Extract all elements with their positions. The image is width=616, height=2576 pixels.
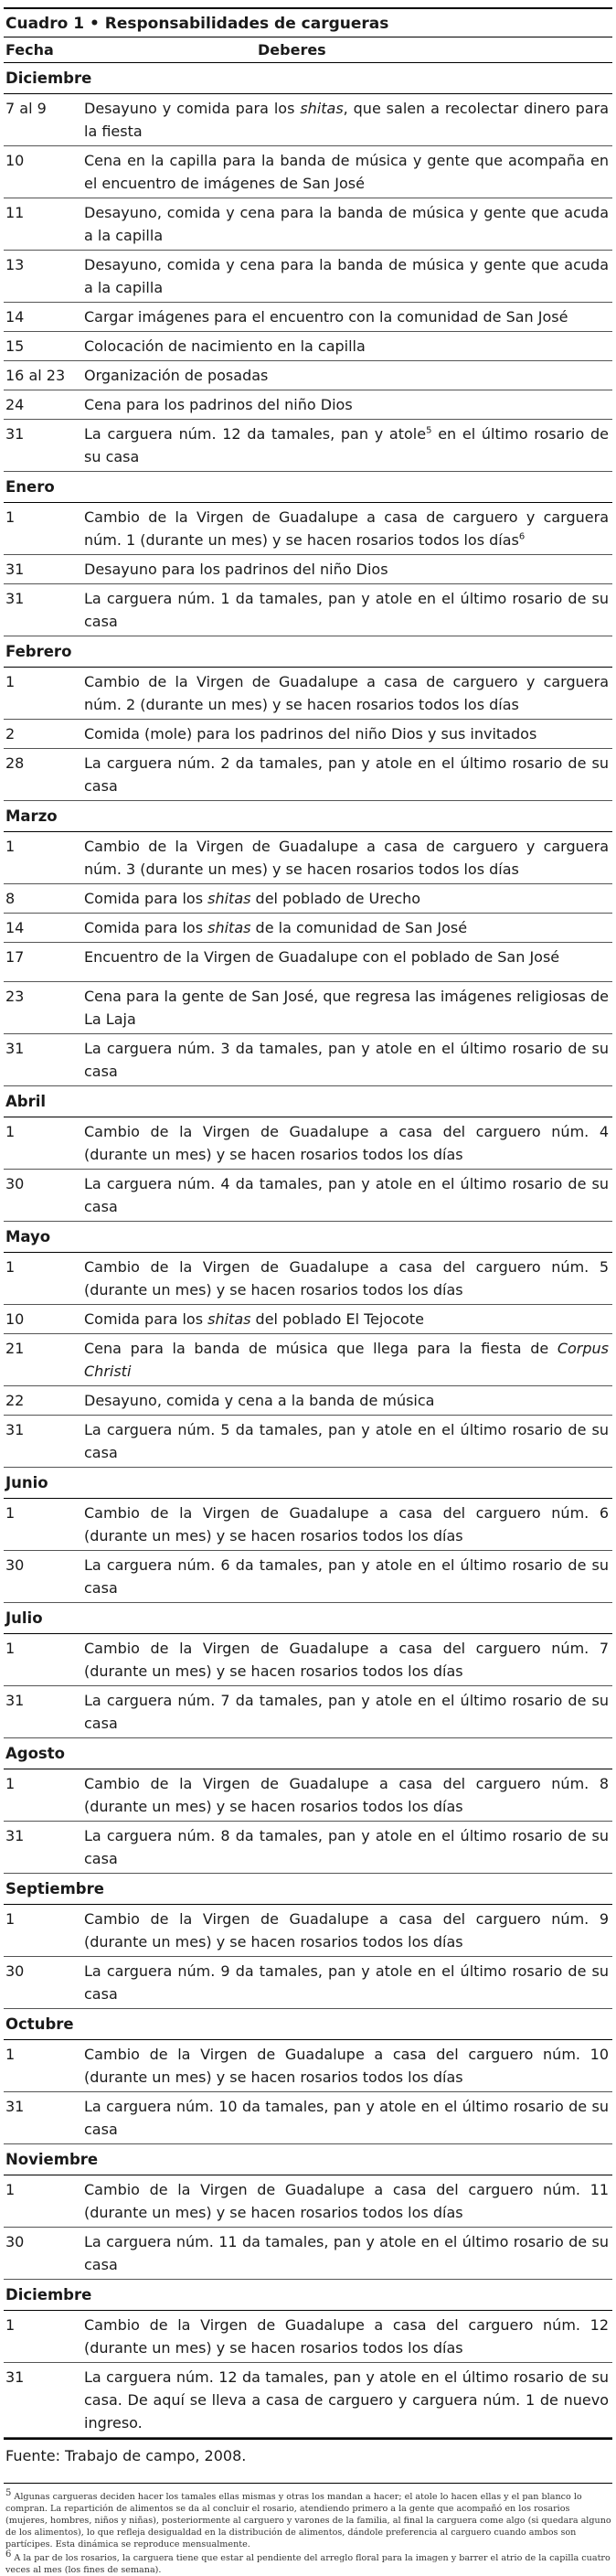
table-row <box>4 420 612 472</box>
row-duty: Cena para la gente de San José, que regresa las imágenes religiosas de La Laja <box>84 988 609 1028</box>
row-duty: Cambio de la Virgen de Guadalupe a casa del carguero núm. 8 (durante un mes) y se hacen rosarios todos los días <box>84 1775 609 1815</box>
row-date: 1 <box>5 2181 16 2198</box>
row-date: 21 <box>5 1340 25 1357</box>
table-row <box>4 1551 612 1603</box>
row-duty: Cambio de la Virgen de Guadalupe a casa de carguero y carguera núm. 2 (durante un mes) y se hacen rosarios todos los días <box>84 673 609 713</box>
row-duty: Cena en la capilla para la banda de música y gente que acompaña en el encuentro de imágenes de San José <box>84 152 609 192</box>
table-row <box>4 2311 612 2363</box>
table-row <box>4 982 612 1034</box>
row-duty: La carguera núm. 10 da tamales, pan y atole en el último rosario de su casa <box>84 2098 609 2138</box>
table-row <box>4 390 612 420</box>
table-row <box>4 2175 612 2228</box>
month-heading: Agosto <box>4 1738 612 1769</box>
footnotes <box>4 2483 612 2576</box>
footnote: $^5$ Algunas cargueras deciden hacer los tamales ellas mismas y otras los mandan a hacer; el atole lo hacen ellas y el pan blanco lo compran. La repartición de alimentos se da al concluir el rosario, atendiendo primero a la gente que acompañó en los rosarios (mujeres, hombres, niños y niñas), posteriormente al carguero y varones de la familia, al final la carguera come algo (si quedara alguno de los alimentos), lo que refleja desigualdad en la distribución de alimentos, dándole preferencia al carguero cuando ambos son partícipes. Esta dinámica se reproduce mensualmente. <box>5 2487 611 2549</box>
table-row <box>4 2040 612 2092</box>
table-row <box>4 1905 612 1957</box>
table-row <box>4 251 612 303</box>
row-duty: La carguera núm. 12 da tamales, pan y atole$^5$ en el último rosario de su casa <box>84 425 609 465</box>
row-date: 31 <box>5 2098 25 2115</box>
table-row <box>4 668 612 720</box>
month-heading: Marzo <box>4 801 612 832</box>
row-duty: Comida para los shitas del poblado El Tejocote <box>84 1310 424 1328</box>
table-row <box>4 503 612 555</box>
row-date: 1 <box>5 1504 16 1522</box>
row-date: 14 <box>5 919 25 936</box>
row-date: 1 <box>5 1910 16 1928</box>
row-date: 17 <box>5 948 25 966</box>
row-date: 2 <box>5 725 16 743</box>
month-heading: Octubre <box>4 2009 612 2040</box>
row-duty: Cambio de la Virgen de Guadalupe a casa del carguero núm. 10 (durante un mes) y se hacen rosarios todos los días <box>84 2046 609 2086</box>
row-date: 30 <box>5 1556 25 1574</box>
row-date: 30 <box>5 1175 25 1192</box>
row-date: 13 <box>5 256 25 273</box>
row-date: 10 <box>5 1310 25 1328</box>
row-date: 28 <box>5 754 25 772</box>
row-date: 1 <box>5 1123 16 1140</box>
month-heading: Enero <box>4 472 612 503</box>
table-header <box>4 37 612 63</box>
row-duty: Cambio de la Virgen de Guadalupe a casa del carguero núm. 7 (durante un mes) y se hacen rosarios todos los días <box>84 1640 609 1680</box>
month-heading: Junio <box>4 1468 612 1499</box>
table-row <box>4 1769 612 1822</box>
table-row <box>4 332 612 361</box>
row-duty: La carguera núm. 1 da tamales, pan y atole en el último rosario de su casa <box>84 590 609 630</box>
row-duty: Organización de posadas <box>84 367 269 384</box>
row-date: 8 <box>5 890 16 907</box>
month-heading: Septiembre <box>4 1874 612 1905</box>
row-date: 1 <box>5 2316 16 2334</box>
row-date: 24 <box>5 396 25 413</box>
table-row <box>4 94 612 146</box>
table-row <box>4 2228 612 2280</box>
table-row <box>4 146 612 198</box>
table-row <box>4 1386 612 1416</box>
month-heading: Febrero <box>4 636 612 668</box>
row-duty: Comida para los shitas del poblado de Urecho <box>84 890 421 907</box>
table-row <box>4 1416 612 1468</box>
row-date: 22 <box>5 1392 25 1409</box>
table-row <box>4 361 612 390</box>
row-duty: Cargar imágenes para el encuentro con la comunidad de San José <box>84 308 568 326</box>
table-row <box>4 749 612 801</box>
table-row <box>4 1253 612 1305</box>
table-row <box>4 1634 612 1686</box>
row-date: 30 <box>5 1962 25 1980</box>
table-row <box>4 584 612 636</box>
table-row <box>4 1305 612 1334</box>
row-date: 30 <box>5 2233 25 2250</box>
table-row <box>4 832 612 884</box>
row-duty: Desayuno, comida y cena a la banda de música <box>84 1392 435 1409</box>
source-note: Fuente: Trabajo de campo, 2008. <box>5 2447 247 2464</box>
row-date: 1 <box>5 838 16 855</box>
row-date: 1 <box>5 2046 16 2063</box>
row-duty: Cambio de la Virgen de Guadalupe a casa del carguero núm. 4 (durante un mes) y se hacen rosarios todos los días <box>84 1123 609 1163</box>
row-date: 31 <box>5 1421 25 1438</box>
row-duty: Comida para los shitas de la comunidad de San José <box>84 919 468 936</box>
table-row <box>4 884 612 914</box>
row-date: 1 <box>5 1640 16 1657</box>
table-row <box>4 1957 612 2009</box>
row-duty: Desayuno para los padrinos del niño Dios <box>84 561 388 578</box>
row-duty: Cena para la banda de música que llega para la fiesta de Corpus Christi <box>84 1340 609 1380</box>
table-row <box>4 2092 612 2144</box>
table-row <box>4 1334 612 1386</box>
row-duty: La carguera núm. 5 da tamales, pan y atole en el último rosario de su casa <box>84 1421 609 1461</box>
footnote: $^6$ A la par de los rosarios, la carguera tiene que estar al pendiente del arreglo floral para la imagen y barrer el atrio de la capilla cuatro veces al mes (los fines de semana). <box>5 2549 611 2575</box>
row-duty: La carguera núm. 12 da tamales, pan y atole en el último rosario de su casa. De aquí se lleva a casa de carguero y carguera núm. 1 de nuevo ingreso. <box>84 2368 609 2432</box>
table-row <box>4 1117 612 1170</box>
header-fecha: Fecha <box>5 41 54 59</box>
table-row <box>4 555 612 584</box>
table-row <box>4 1686 612 1738</box>
row-date: 31 <box>5 1692 25 1709</box>
row-duty: Cambio de la Virgen de Guadalupe a casa de carguero y carguera núm. 1 (durante un mes) y se hacen rosarios todos los días$^6$ <box>84 508 609 549</box>
row-date: 10 <box>5 152 25 169</box>
row-duty: Desayuno, comida y cena para la banda de música y gente que acuda a la capilla <box>84 204 609 244</box>
row-date: 31 <box>5 1827 25 1844</box>
table-row <box>4 1499 612 1551</box>
row-duty: Cambio de la Virgen de Guadalupe a casa del carguero núm. 11 (durante un mes) y se hacen rosarios todos los días <box>84 2181 609 2221</box>
row-date: 1 <box>5 1258 16 1276</box>
table-row <box>4 1822 612 1874</box>
row-duty: La carguera núm. 7 da tamales, pan y atole en el último rosario de su casa <box>84 1692 609 1732</box>
row-duty: Desayuno y comida para los shitas, que salen a recolectar dinero para la fiesta <box>84 100 610 140</box>
table-row <box>4 2363 612 2438</box>
row-duty: Cambio de la Virgen de Guadalupe a casa del carguero núm. 5 (durante un mes) y se hacen rosarios todos los días <box>84 1258 609 1299</box>
table-row <box>4 1034 612 1086</box>
row-date: 16 al 23 <box>5 367 66 384</box>
row-duty: La carguera núm. 8 da tamales, pan y atole en el último rosario de su casa <box>84 1827 609 1867</box>
row-duty: La carguera núm. 6 da tamales, pan y atole en el último rosario de su casa <box>84 1556 609 1597</box>
table-row <box>4 198 612 251</box>
table-row <box>4 943 612 982</box>
row-duty: Cambio de la Virgen de Guadalupe a casa del carguero núm. 9 (durante un mes) y se hacen rosarios todos los días <box>84 1910 609 1951</box>
month-heading: Abril <box>4 1086 612 1117</box>
row-duty: Cena para los padrinos del niño Dios <box>84 396 353 413</box>
month-heading: Mayo <box>4 1222 612 1253</box>
row-duty: La carguera núm. 3 da tamales, pan y atole en el último rosario de su casa <box>84 1040 609 1080</box>
month-heading: Diciembre <box>4 63 612 94</box>
row-duty: Cambio de la Virgen de Guadalupe a casa del carguero núm. 6 (durante un mes) y se hacen rosarios todos los días <box>84 1504 609 1545</box>
table-body <box>4 63 612 2440</box>
row-date: 31 <box>5 590 25 607</box>
row-date: 31 <box>5 1040 25 1057</box>
row-duty: Encuentro de la Virgen de Guadalupe con el poblado de San José <box>84 948 560 966</box>
row-date: 23 <box>5 988 25 1005</box>
row-date: 1 <box>5 1775 16 1792</box>
row-duty: La carguera núm. 11 da tamales, pan y atole en el último rosario de su casa <box>84 2233 609 2273</box>
month-heading: Julio <box>4 1603 612 1634</box>
table-title: Cuadro 1 • Responsabilidades de cargueras <box>4 7 612 37</box>
table-row <box>4 914 612 943</box>
row-duty: La carguera núm. 4 da tamales, pan y atole en el último rosario de su casa <box>84 1175 609 1215</box>
table-row <box>4 720 612 749</box>
row-date: 14 <box>5 308 25 326</box>
table-row <box>4 303 612 332</box>
row-date: 1 <box>5 673 16 690</box>
month-heading: Noviembre <box>4 2144 612 2175</box>
row-duty: Desayuno, comida y cena para la banda de música y gente que acuda a la capilla <box>84 256 609 296</box>
row-duty: Cambio de la Virgen de Guadalupe a casa del carguero núm. 12 (durante un mes) y se hacen rosarios todos los días <box>84 2316 609 2357</box>
row-date: 1 <box>5 508 16 526</box>
row-date: 31 <box>5 561 25 578</box>
row-duty: La carguera núm. 2 da tamales, pan y atole en el último rosario de su casa <box>84 754 609 795</box>
row-date: 11 <box>5 204 25 221</box>
table-row <box>4 1170 612 1222</box>
header-deberes: Deberes <box>258 41 326 59</box>
row-date: 15 <box>5 337 25 355</box>
row-duty: Cambio de la Virgen de Guadalupe a casa de carguero y carguera núm. 3 (durante un mes) y se hacen rosarios todos los días <box>84 838 609 878</box>
row-date: 31 <box>5 2368 25 2386</box>
row-duty: Colocación de nacimiento en la capilla <box>84 337 366 355</box>
row-duty: Comida (mole) para los padrinos del niño Dios y sus invitados <box>84 725 537 743</box>
row-date: 31 <box>5 425 25 443</box>
row-duty: La carguera núm. 9 da tamales, pan y atole en el último rosario de su casa <box>84 1962 609 2003</box>
month-heading: Diciembre <box>4 2280 612 2311</box>
row-date: 7 al 9 <box>5 100 47 117</box>
